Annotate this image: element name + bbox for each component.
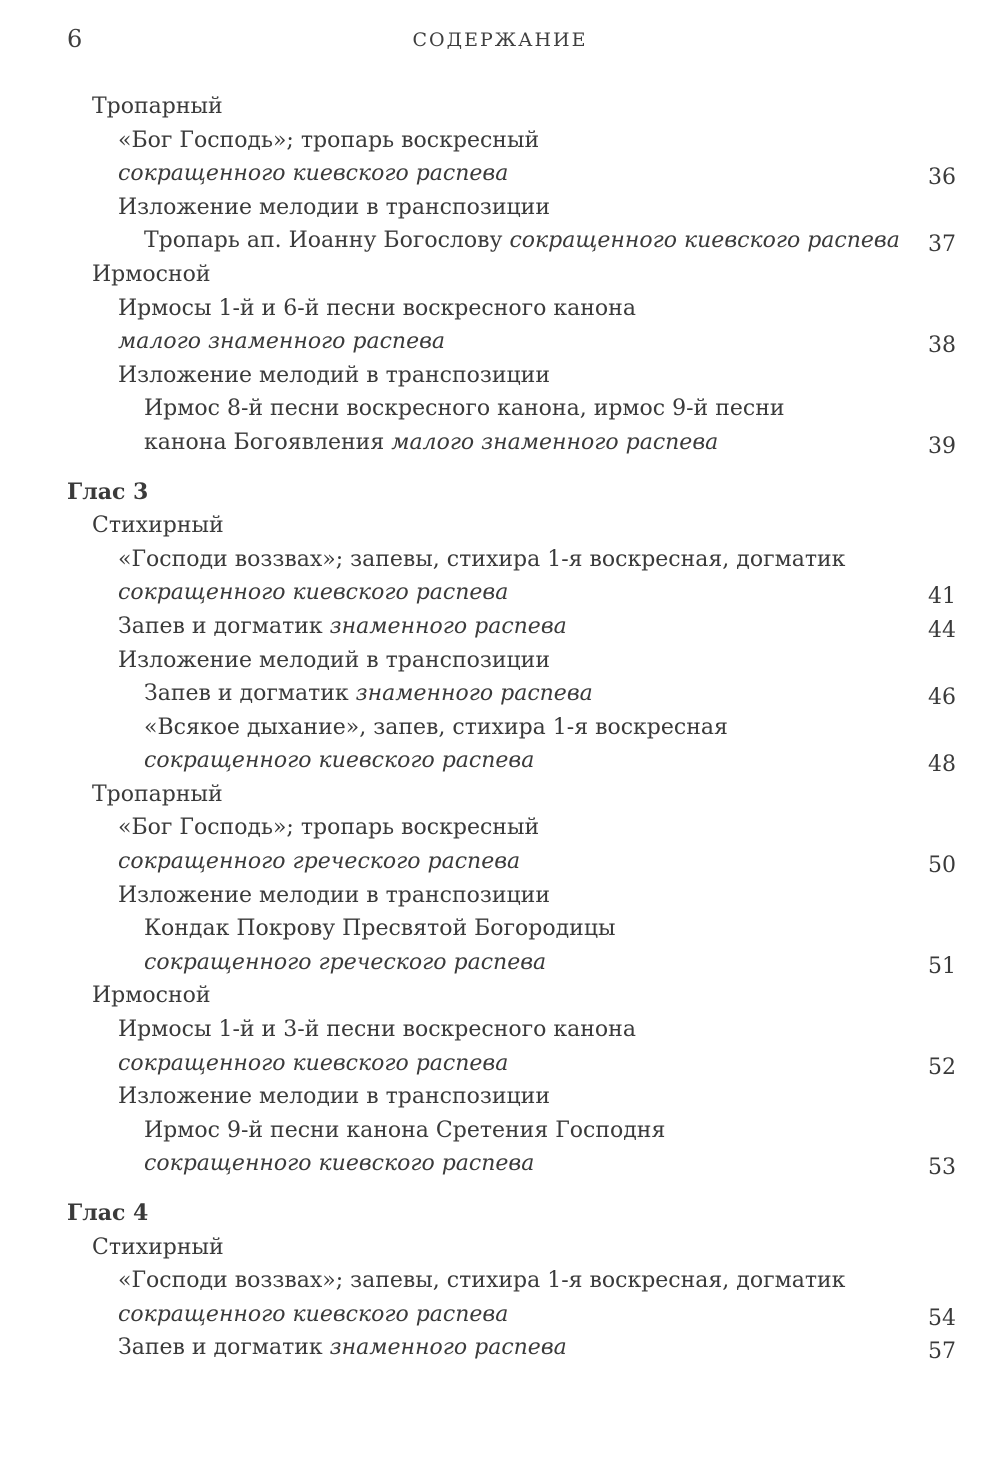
toc-page-number: 51 (928, 953, 956, 979)
toc-entry-text: Глас 4 (67, 1200, 149, 1226)
toc-entry-chant-name: сокращенного киевского распева (509, 228, 900, 254)
toc-entry (0, 1231, 1000, 1265)
toc-page-number: 39 (928, 433, 956, 459)
toc-entry-chant-name: сокращенного греческого распева (118, 849, 521, 875)
toc-entry-text: Кондак Покрову Пресвятой Богородицы (144, 916, 616, 942)
toc-entry-chant-name: сокращенного киевского распева (144, 1151, 535, 1177)
toc-entry-text: Изложение мелодии в транспозиции (118, 1084, 550, 1110)
toc-entry (0, 124, 1000, 158)
toc-entry-text: Изложение мелодий в транспозиции (118, 647, 550, 673)
toc-entry (0, 778, 1000, 812)
toc-page-number: 52 (928, 1054, 956, 1080)
toc-entry (0, 543, 1000, 577)
toc-page-number: 38 (928, 333, 956, 359)
toc-entry-text: «Всякое дыхание», запев, стихира 1-я воскресная (144, 714, 728, 740)
toc-entry-text: Ирмосы 1-й и 3-й песни воскресного канона (118, 1017, 636, 1043)
toc-page-number: 53 (928, 1155, 956, 1181)
toc-entry (0, 392, 1000, 426)
toc-section-heading (0, 476, 1000, 510)
toc-entry-chant-name: сокращенного киевского распева (118, 1050, 509, 1076)
toc-entry (0, 359, 1000, 393)
toc-entry (0, 1013, 1000, 1047)
toc-entry-text: Ирмосы 1-й и 6-й песни воскресного канона (118, 295, 636, 321)
section-gap (0, 460, 1000, 476)
toc-entry-text: Ирмосной (92, 261, 211, 287)
toc-entry (0, 946, 1000, 980)
toc-entry (0, 90, 1000, 124)
toc-entry-text: Запев и догматик (118, 613, 330, 639)
toc-entry (0, 509, 1000, 543)
toc-entry-text: Стихирный (92, 513, 224, 539)
table-of-contents (0, 90, 1000, 1365)
running-title: СОДЕРЖАНИЕ (412, 29, 588, 51)
toc-entry (0, 711, 1000, 745)
toc-entry-chant-name: сокращенного греческого распева (144, 949, 547, 975)
toc-entry (0, 1114, 1000, 1148)
toc-entry (0, 1147, 1000, 1181)
toc-entry (0, 610, 1000, 644)
toc-entry (0, 1264, 1000, 1298)
toc-entry-text: Ирмосной (92, 983, 211, 1009)
toc-entry-text: Тропарный (92, 781, 223, 807)
toc-entry-text: Изложение мелодий в транспозиции (118, 362, 550, 388)
toc-page-number: 36 (928, 165, 956, 191)
toc-page-number: 57 (928, 1339, 956, 1365)
toc-entry (0, 912, 1000, 946)
toc-entry (0, 1047, 1000, 1081)
toc-entry (0, 744, 1000, 778)
toc-entry-text: «Бог Господь»; тропарь воскресный (118, 815, 540, 841)
toc-page-number: 44 (928, 617, 956, 643)
toc-entry-text: Глас 3 (67, 478, 149, 505)
toc-entry-text: Запев и догматик (118, 1335, 330, 1361)
toc-entry (0, 157, 1000, 191)
toc-entry (0, 426, 1000, 460)
toc-entry-text: Запев и догматик (144, 681, 356, 707)
toc-entry-chant-name: знаменного распева (329, 613, 567, 639)
toc-page-number: 41 (928, 584, 956, 610)
toc-page-number: 46 (928, 685, 956, 711)
toc-entry-text: Изложение мелодии в транспозиции (118, 882, 550, 908)
toc-entry-text: Стихирный (92, 1234, 224, 1260)
toc-entry-chant-name: сокращенного киевского распева (118, 161, 509, 187)
page-number: 6 (67, 25, 83, 53)
toc-entry-chant-name: сокращенного киевского распева (118, 1301, 509, 1327)
toc-entry (0, 576, 1000, 610)
toc-entry (0, 292, 1000, 326)
toc-entry-text: «Господи воззвах»; запевы, стихира 1-я воскресная, догматик (118, 546, 846, 572)
toc-section-heading (0, 1197, 1000, 1231)
toc-entry (0, 1298, 1000, 1332)
toc-entry (0, 191, 1000, 225)
toc-entry-text: Ирмос 9-й песни канона Сретения Господня (144, 1117, 666, 1143)
toc-page-number: 50 (928, 853, 956, 879)
toc-entry-chant-name: сокращенного киевского распева (144, 748, 535, 774)
toc-entry (0, 1331, 1000, 1365)
section-gap (0, 1181, 1000, 1197)
toc-entry (0, 677, 1000, 711)
toc-page-number: 37 (928, 232, 956, 258)
toc-entry (0, 1080, 1000, 1114)
toc-entry (0, 845, 1000, 879)
toc-entry (0, 644, 1000, 678)
toc-entry-chant-name: сокращенного киевского распева (118, 580, 509, 606)
toc-entry (0, 879, 1000, 913)
toc-entry (0, 325, 1000, 359)
toc-entry (0, 979, 1000, 1013)
toc-entry-text: Тропарь ап. Иоанну Богослову (144, 228, 510, 254)
toc-entry-text: «Господи воззвах»; запевы, стихира 1-я воскресная, догматик (118, 1268, 846, 1294)
toc-entry-chant-name: малого знаменного распева (118, 329, 446, 355)
toc-entry (0, 224, 1000, 258)
toc-entry-text: «Бог Господь»; тропарь воскресный (118, 127, 540, 153)
toc-entry (0, 258, 1000, 292)
toc-entry-chant-name: знаменного распева (355, 681, 593, 707)
toc-entry-chant-name: знаменного распева (329, 1335, 567, 1361)
toc-entry-text: Изложение мелодии в транспозиции (118, 194, 550, 220)
toc-entry-chant-name: малого знаменного распева (391, 429, 719, 455)
toc-page-number: 54 (928, 1305, 956, 1331)
toc-entry-text: Тропарный (92, 94, 223, 119)
toc-entry (0, 811, 1000, 845)
toc-entry-text: канона Богоявления (144, 429, 392, 455)
toc-page-number: 48 (928, 752, 956, 778)
toc-entry-text: Ирмос 8-й песни воскресного канона, ирмос 9-й песни (144, 396, 785, 422)
